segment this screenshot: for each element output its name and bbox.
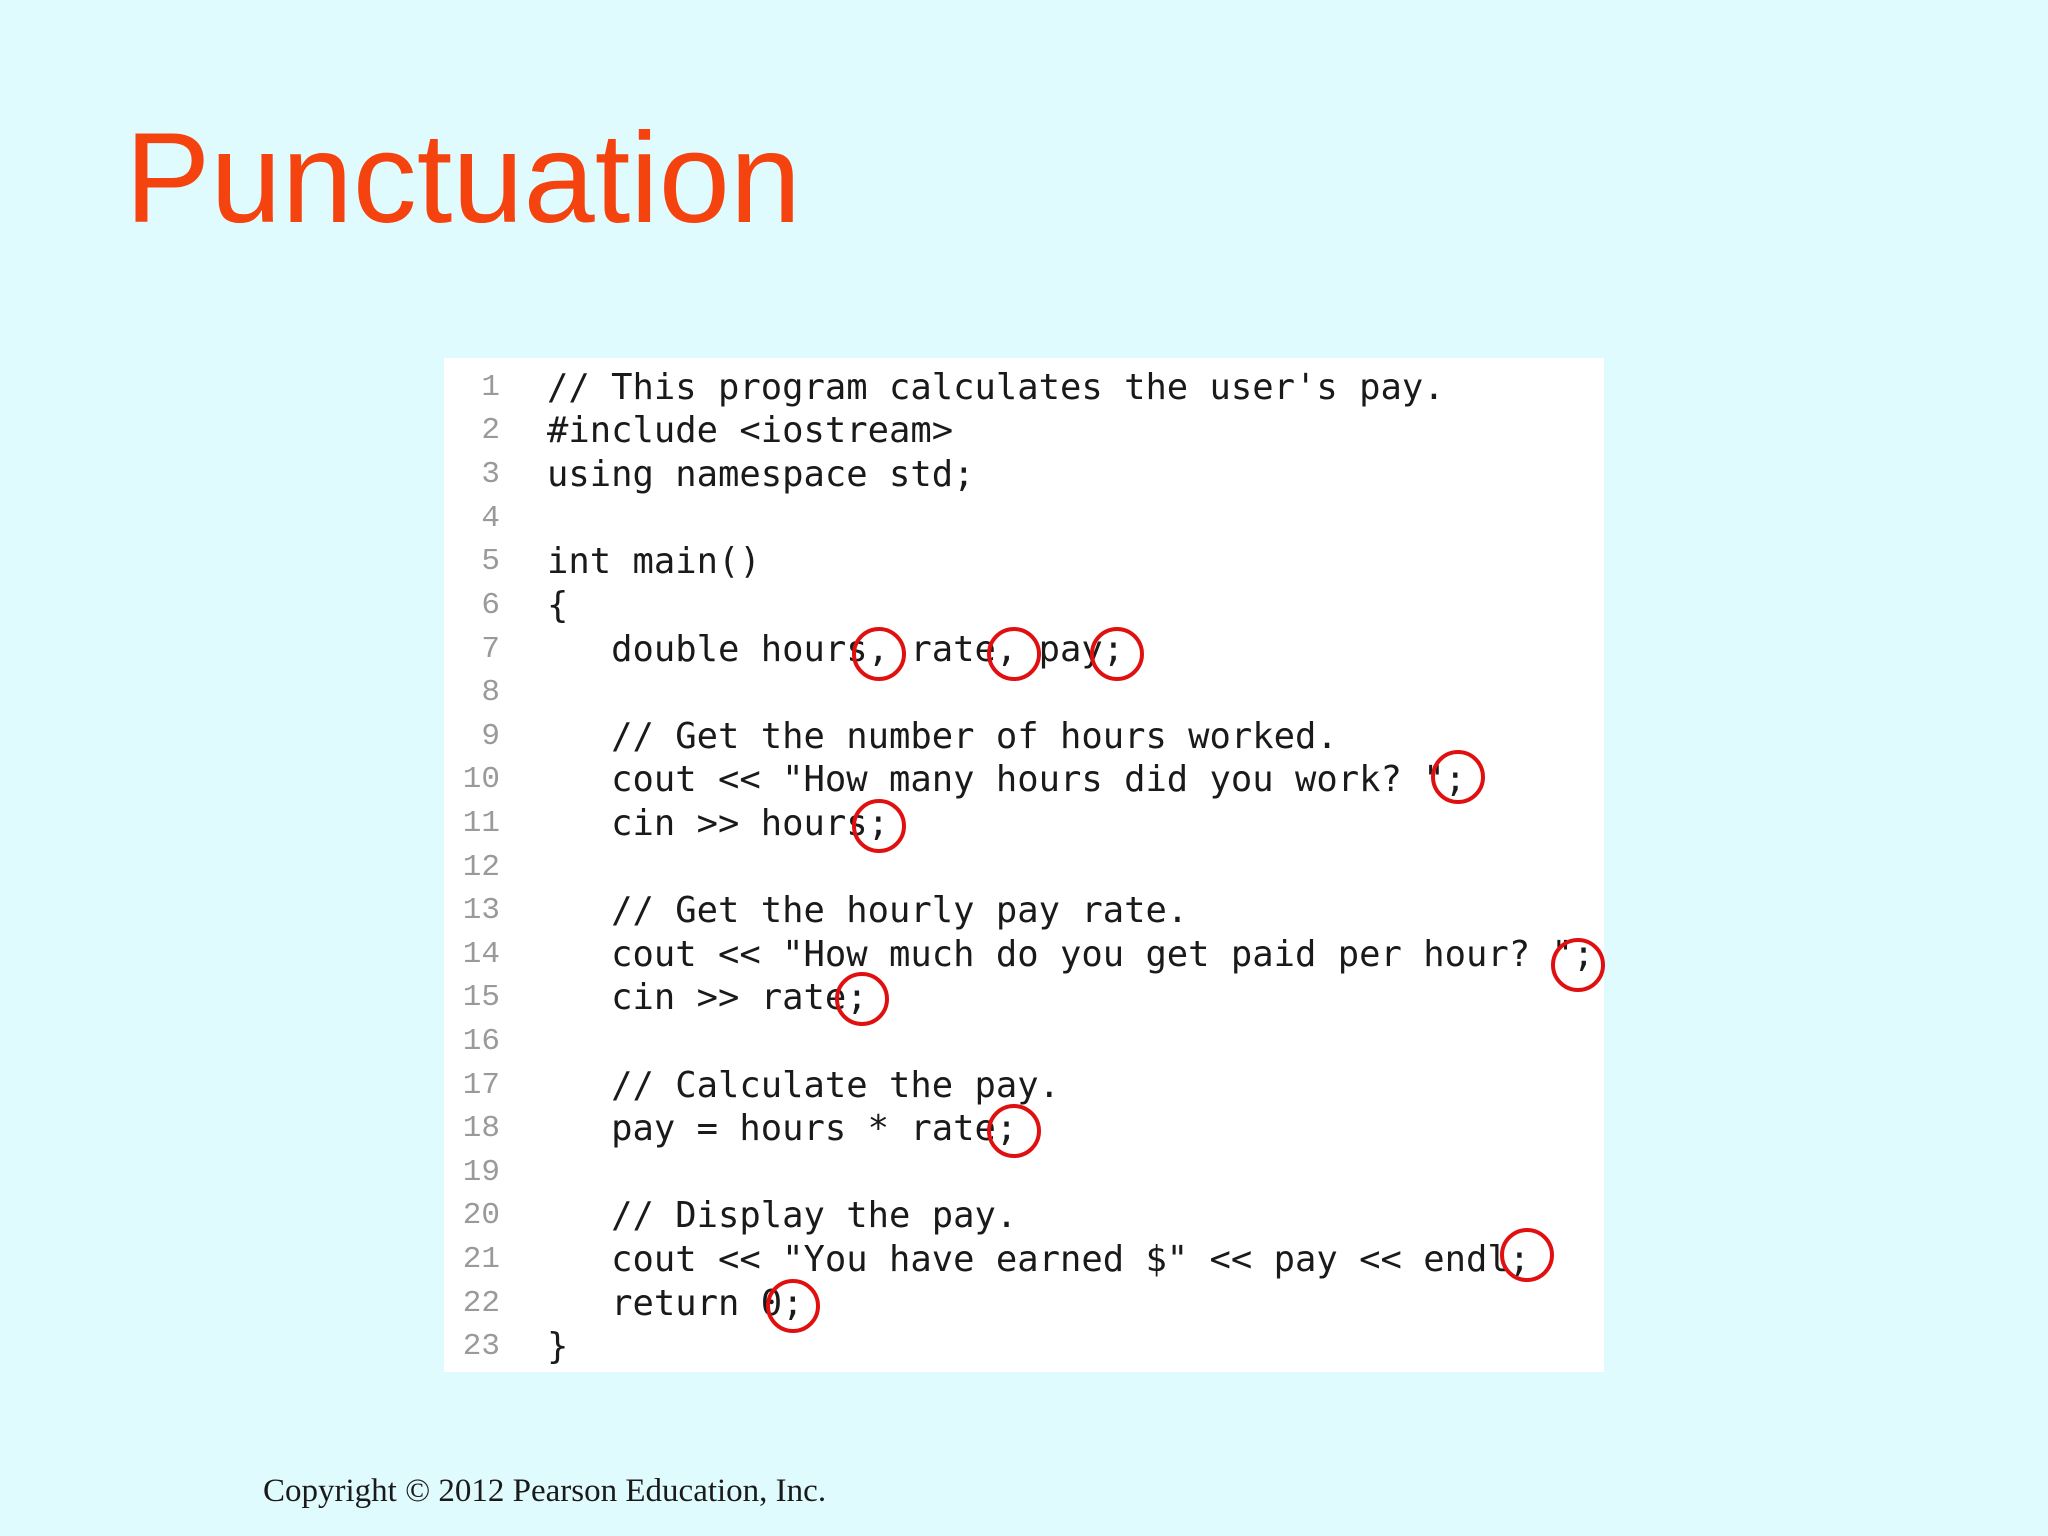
- line-number: 9: [481, 719, 500, 754]
- code-line: [444, 715, 1604, 759]
- line-number: 14: [462, 937, 500, 972]
- code-line: [444, 1194, 1604, 1238]
- punctuation-highlight-circle: [852, 627, 906, 681]
- code-text: // Get the hourly pay rate.: [547, 890, 1189, 931]
- code-text: cout << "How much do you get paid per hour? ";: [547, 934, 1595, 975]
- code-text: double hours, rate, pay;: [547, 629, 1125, 670]
- punctuation-highlight-circle: [766, 1279, 820, 1333]
- line-number: 17: [462, 1068, 500, 1103]
- copyright-notice: Copyright © 2012 Pearson Education, Inc.: [263, 1473, 827, 1509]
- code-line: [444, 366, 1604, 410]
- line-number: 22: [462, 1286, 500, 1321]
- code-text: #include <iostream>: [547, 410, 954, 451]
- code-line: [444, 1064, 1604, 1108]
- punctuation-highlight-circle: [1551, 938, 1605, 992]
- code-text: }: [547, 1326, 569, 1367]
- slide-title: Punctuation: [125, 107, 802, 250]
- code-line: [444, 846, 1604, 890]
- line-number: 12: [462, 850, 500, 885]
- code-line: [444, 1151, 1604, 1195]
- code-text: // Calculate the pay.: [547, 1065, 1060, 1106]
- punctuation-highlight-circle: [987, 627, 1041, 681]
- line-number: 8: [481, 675, 500, 710]
- line-number: 7: [481, 632, 500, 667]
- code-line: [444, 409, 1604, 453]
- code-text: int main(): [547, 541, 761, 582]
- code-line: [444, 1238, 1604, 1282]
- line-number: 23: [462, 1329, 500, 1364]
- punctuation-highlight-circle: [835, 972, 889, 1026]
- punctuation-highlight-circle: [1431, 750, 1485, 804]
- line-number: 16: [462, 1024, 500, 1059]
- code-listing: [444, 358, 1604, 1372]
- line-number: 18: [462, 1111, 500, 1146]
- code-line: [444, 976, 1604, 1020]
- line-number: 13: [462, 893, 500, 928]
- line-number: 6: [481, 588, 500, 623]
- punctuation-highlight-circle: [852, 799, 906, 853]
- code-text: cin >> hours;: [547, 803, 889, 844]
- code-line: [444, 1020, 1604, 1064]
- code-text: {: [547, 585, 569, 626]
- code-text: return 0;: [547, 1283, 804, 1324]
- code-line: [444, 540, 1604, 584]
- code-line: [444, 758, 1604, 802]
- line-number: 11: [462, 806, 500, 841]
- code-text: // Display the pay.: [547, 1195, 1018, 1236]
- line-number: 15: [462, 980, 500, 1015]
- code-line: [444, 453, 1604, 497]
- code-text: cout << "You have earned $" << pay << endl;: [547, 1239, 1531, 1280]
- line-number: 5: [481, 544, 500, 579]
- code-text: pay = hours * rate;: [547, 1108, 1018, 1149]
- punctuation-highlight-circle: [1500, 1228, 1554, 1282]
- code-line: [444, 933, 1604, 977]
- code-text: using namespace std;: [547, 454, 975, 495]
- code-text: // This program calculates the user's pay.: [547, 367, 1445, 408]
- line-number: 4: [481, 501, 500, 536]
- code-line: [444, 584, 1604, 628]
- code-line: [444, 497, 1604, 541]
- code-line: [444, 1325, 1604, 1369]
- line-number: 1: [481, 370, 500, 405]
- punctuation-highlight-circle: [1090, 627, 1144, 681]
- line-number: 21: [462, 1242, 500, 1277]
- line-number: 3: [481, 457, 500, 492]
- line-number: 10: [462, 762, 500, 797]
- code-line: [444, 889, 1604, 933]
- code-text: // Get the number of hours worked.: [547, 716, 1338, 757]
- punctuation-highlight-circle: [987, 1104, 1041, 1158]
- line-number: 20: [462, 1198, 500, 1233]
- line-number: 19: [462, 1155, 500, 1190]
- code-text: cout << "How many hours did you work? ";: [547, 759, 1467, 800]
- code-line: [444, 802, 1604, 846]
- code-line: [444, 1282, 1604, 1326]
- line-number: 2: [481, 413, 500, 448]
- code-text: cin >> rate;: [547, 977, 868, 1018]
